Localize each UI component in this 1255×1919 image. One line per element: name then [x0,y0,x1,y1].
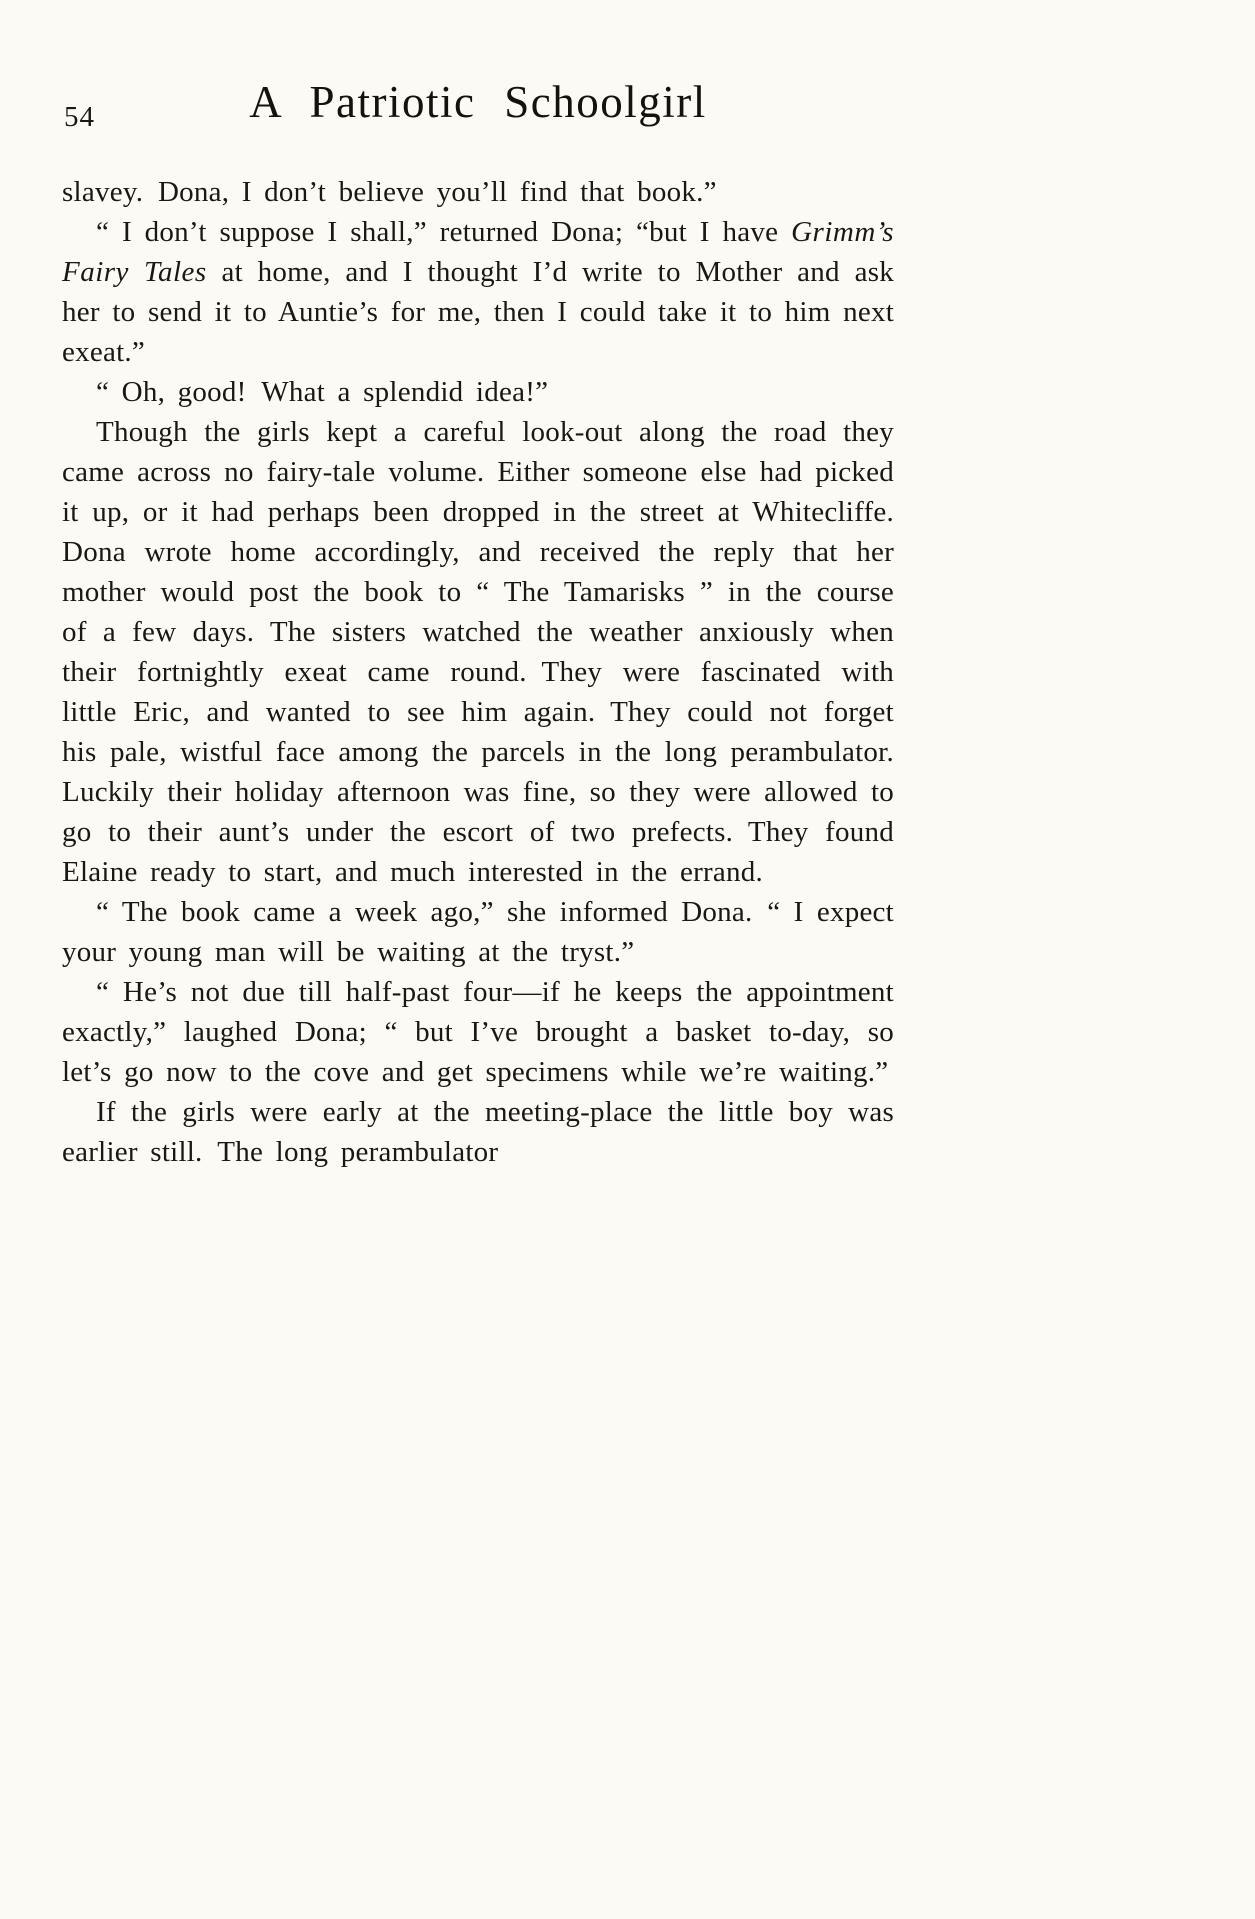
paragraph [62,372,894,412]
text-run: “ He’s not due till half-past four—if he keeps the appointment exactly,” laughed Dona; “ but I’ve brought a basket to-day, so let’s go now to the cove and get specimens while we’re waiting.” [62,976,894,1088]
paragraph [62,1092,894,1172]
page-body [62,172,894,1172]
page-header [62,76,894,142]
running-title: A Patriotic Schoolgirl [249,77,707,127]
paragraph [62,972,894,1092]
text-run: “ I don’t suppose I shall,” returned Dona; “but I have [96,216,792,248]
paragraph [62,212,894,372]
text-run: at home, and I thought I’d write to Mother and ask her to send it to Auntie’s for me, then I could take it to him next exeat.” [62,256,895,368]
text-run: Though the girls kept a careful look-out along the road they came across no fairy-tale volume. Either someone else had picked it up, or it had perhaps been dropped in the street at Whitecliffe. Dona wrote home accordingly, and received the reply that her mother would post the book to “ The Tamarisks ” in the course of a few days. The sisters watched the weather anxiously when their fortnightly exeat came round. They were fascinated with little Eric, and wanted to see him again. They could not forget his pale, wistful face among the parcels in the long perambulator. Luckily their holiday afternoon was fine, so they were allowed to go to their aunt’s under the escort of two prefects. They found Elaine ready to start, and much interested in the errand. [62,416,894,888]
text-block [62,76,894,1172]
page-number: 54 [64,101,95,133]
paragraph [62,172,894,212]
text-run: If the girls were early at the meeting-place the little boy was earlier still. The long perambulator [62,1096,894,1168]
text-run: “ Oh, good! What a splendid idea!” [96,376,549,408]
paragraph [62,412,894,892]
text-run: slavey. Dona, I don’t believe you’ll find that book.” [62,176,717,208]
text-run: “ The book came a week ago,” she informed Dona. “ I expect your young man will be waiting at the tryst.” [62,896,894,968]
italic-text: Grimm’s Fairy Tales [62,216,894,288]
paragraph [62,892,894,972]
